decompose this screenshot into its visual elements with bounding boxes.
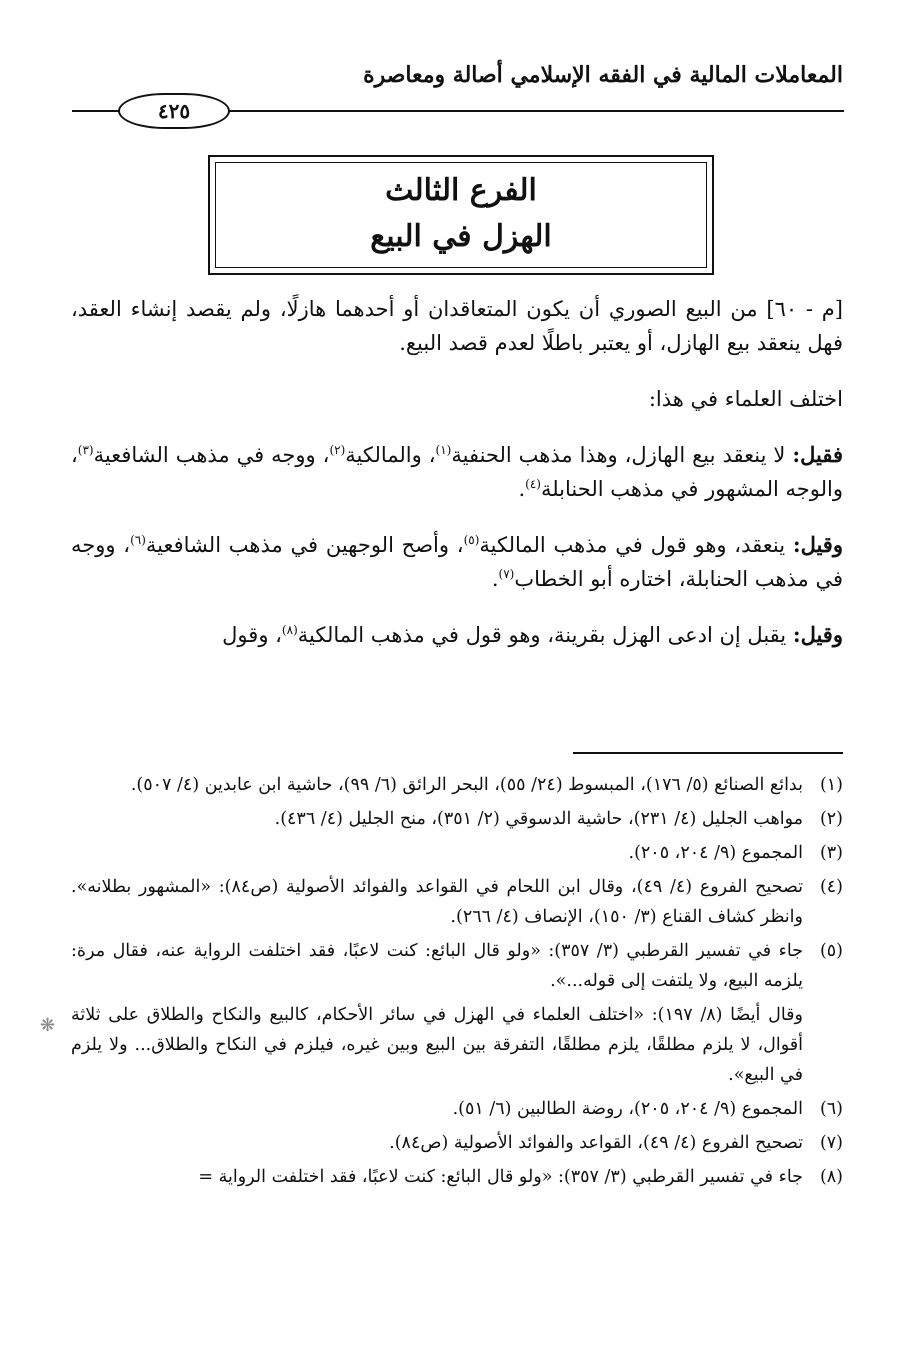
paragraph-text: ، والوجه المشهور في مذهب الحنابلة <box>71 443 843 501</box>
page-number: ٤٢٥ <box>118 93 230 129</box>
footnote-number: (١) <box>819 775 843 795</box>
footnote-number: (٧) <box>819 1133 843 1153</box>
footnote-text: جاء في تفسير القرطبي (٣/ ٣٥٧): «ولو قال البائع: كنت لاعبًا، فقد اختلفت الرواية عنه، فقال مرة: يلزمه البيع، ولا يلتفت إلى قوله...». <box>71 941 803 991</box>
footnote-ref[interactable]: (٨) <box>281 623 298 637</box>
footnote <box>71 1162 843 1192</box>
paragraph <box>71 382 843 416</box>
footnote-number: (٦) <box>819 1099 843 1119</box>
footnote-number: (٥) <box>819 941 843 961</box>
footnote <box>71 1128 843 1158</box>
paragraph-lead: فقيل: <box>792 442 843 467</box>
paragraph-text: . <box>518 477 526 501</box>
footnote <box>71 804 843 834</box>
paragraph-lead: وقيل: <box>792 532 843 557</box>
footnote-continuation: وقال أيضًا (٨/ ١٩٧): «اختلف العلماء في الهزل في سائر الأحكام، كالبيع والنكاح والطلاق على ثلاثة أقوال، لا يلزم مطلقًا، يلزم مطلقًا، التفرقة بين البيع وبين غيره، فيلزم في النكاح والطلاق... ولا يلزم في البيع». <box>71 1005 803 1085</box>
footnote-text: مواهب الجليل (٤/ ٢٣١)، حاشية الدسوقي (٢/ ٣٥١)، منح الجليل (٤/ ٤٣٦). <box>274 809 803 829</box>
paragraph-text: [م - ٦٠] من البيع الصوري أن يكون المتعاقدان أو أحدهما هازلًا، ولم يقصد إنشاء العقد، فهل ينعقد بيع الهازل، أو يعتبر باطلًا لعدم قصد البيع. <box>71 297 843 355</box>
footnotes <box>71 770 843 1196</box>
footnote-ref[interactable]: (١) <box>435 443 452 457</box>
paragraph <box>71 438 843 506</box>
footnote-ref[interactable]: (٤) <box>525 477 541 491</box>
footnote-ref[interactable]: (٥) <box>463 533 480 547</box>
footnote <box>71 872 843 932</box>
footnote-ref[interactable]: (٧) <box>498 567 515 581</box>
paragraph <box>71 528 843 596</box>
paragraph-text: لا ينعقد بيع الهازل، وهذا مذهب الحنفية <box>451 443 793 467</box>
footnote-number: (٢) <box>819 809 843 829</box>
footnote <box>71 838 843 868</box>
footnote-number: (٣) <box>819 843 843 863</box>
footnote-text: المجموع (٩/ ٢٠٤، ٢٠٥)، روضة الطالبين (٦/ ٥١). <box>452 1099 803 1119</box>
section-subheading: الهزل في البيع <box>370 219 552 254</box>
paragraph-text: . <box>491 567 499 591</box>
footnote-text: تصحيح الفروع (٤/ ٤٩)، وقال ابن اللحام في القواعد والفوائد الأصولية (ص٨٤): «المشهور بطلانه». وانظر كشاف القناع (٣/ ١٥٠)، الإنصاف (٤/ ٢٦٦). <box>71 877 803 927</box>
footnote-text: تصحيح الفروع (٤/ ٤٩)، القواعد والفوائد الأصولية (ص٨٤). <box>389 1133 803 1153</box>
paragraph-text: ، ووجه في مذهب الحنابلة، اختاره أبو الخطاب <box>71 533 843 591</box>
paragraph-text: يقبل إن ادعى الهزل بقرينة، وهو قول في مذهب المالكية <box>297 623 793 647</box>
body-text <box>71 292 843 674</box>
footnote <box>71 936 843 996</box>
paragraph-text: ، والمالكية <box>345 443 436 467</box>
footnote-separator <box>573 752 843 754</box>
paragraph-text: ينعقد، وهو قول في مذهب المالكية <box>479 533 793 557</box>
footnote-number: (٨) <box>819 1167 843 1187</box>
paragraph-text: ، ووجه في مذهب الشافعية <box>93 443 330 467</box>
paragraph-lead: وقيل: <box>792 622 843 647</box>
section-heading: الفرع الثالث <box>385 173 537 208</box>
margin-ornament-icon: ❋ <box>40 1015 56 1036</box>
footnote-number: (٤) <box>819 877 843 897</box>
paragraph-text: اختلف العلماء في هذا: <box>648 387 843 411</box>
footnote-ref[interactable]: (٦) <box>130 533 146 547</box>
footnote-text: بدائع الصنائع (٥/ ١٧٦)، المبسوط (٢٤/ ٥٥)، البحر الرائق (٦/ ٩٩)، حاشية ابن عابدين (٤/ ٥٠٧). <box>130 775 803 795</box>
section-title-box <box>208 155 714 275</box>
paragraph-text: ، وقول <box>222 623 282 647</box>
footnote-text: المجموع (٩/ ٢٠٤، ٢٠٥). <box>628 843 803 863</box>
footnote-ref[interactable]: (٢) <box>329 443 346 457</box>
running-header-title: المعاملات المالية في الفقه الإسلامي أصالة ومعاصرة <box>363 62 843 88</box>
footnote-text: جاء في تفسير القرطبي (٣/ ٣٥٧): «ولو قال البائع: كنت لاعبًا، فقد اختلفت الرواية = <box>198 1167 803 1187</box>
paragraph <box>71 618 843 652</box>
footnote <box>71 770 843 800</box>
paragraph-text: ، وأصح الوجهين في مذهب الشافعية <box>145 533 464 557</box>
paragraph <box>71 292 843 360</box>
footnote <box>71 1094 843 1124</box>
footnote-ref[interactable]: (٣) <box>77 443 94 457</box>
